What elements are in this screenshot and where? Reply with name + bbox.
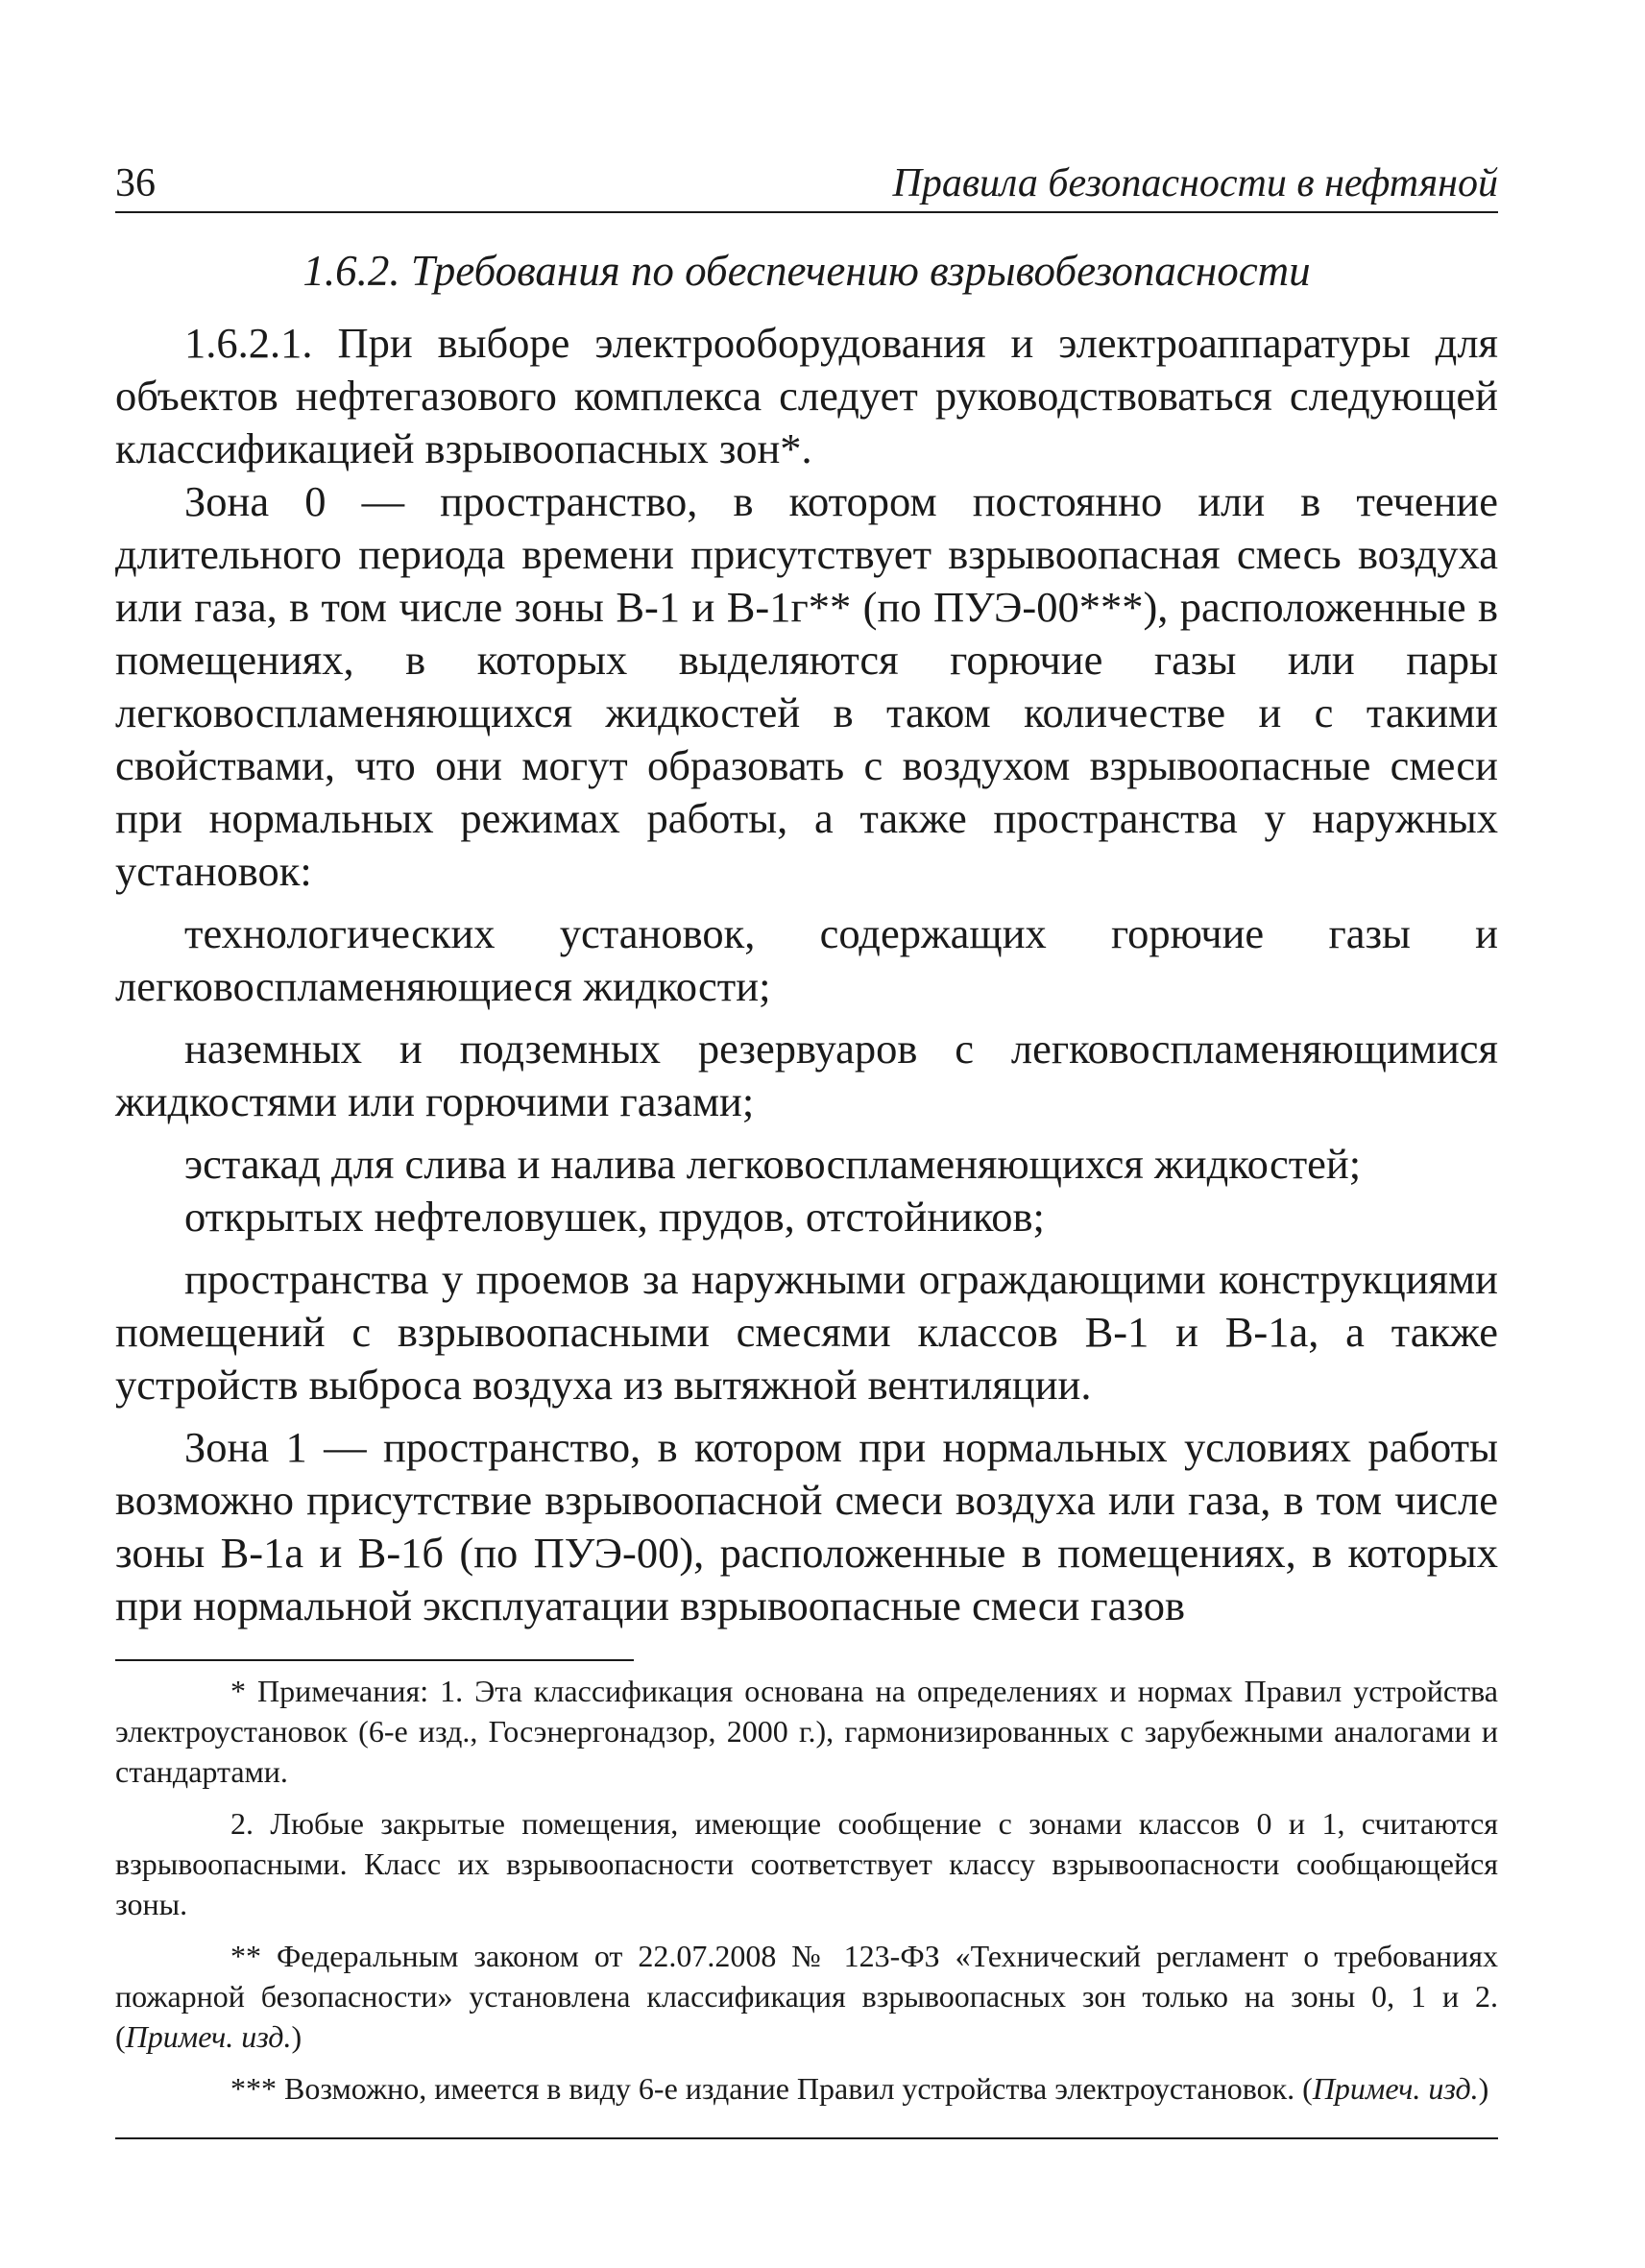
footnote-2: 2. Любые закрытые помещения, имеющие сообщение с зонами классов 0 и 1, считаются взрывоопасными. Класс их взрывоопасности соответствует классу взрывоопасности сообщающейся зоны. (115, 1806, 1498, 1921)
list-item: эстакад для слива и налива легковоспламеняющихся жидкостей; (184, 1140, 1362, 1188)
footnote-3-close: ) (291, 2019, 302, 2054)
footnote-4-close: ) (1478, 2071, 1489, 2106)
footnote-3-text: ** Федеральным законом от 22.07.2008 № 123-ФЗ «Технический регламент о требованиях пожарной безопасности» установлена классификация взрывоопасных зон только на зоны 0, 1 и 2. ( (115, 1939, 1498, 2054)
list-item: открытых нефтеловушек, прудов, отстойников; (184, 1193, 1045, 1241)
body-text (115, 317, 1498, 1632)
footnote-3 (115, 1936, 1498, 2057)
section-title: 1.6.2. Требования по обеспечению взрывобезопасности (302, 247, 1311, 295)
footnotes (115, 1671, 1498, 2109)
footnote-4-text: *** Возможно, имеется в виду 6-е издание Правил устройства электроустановок. ( (230, 2071, 1313, 2106)
footnote-4 (115, 2068, 1498, 2109)
footnote-4-editor-note: Примеч. изд. (1312, 2071, 1479, 2106)
page-number: 36 (115, 161, 156, 205)
paragraph-intro: 1.6.2.1. При выборе электрооборудования и электроаппаратуры для объектов нефтегазового комплекса следует руководствоваться следующей классификацией взрывоопасных зон*. (115, 319, 1498, 472)
list-item: пространства у проемов за наружными ограждающими конструкциями помещений с взрывоопасными смесями классов В-1 и В-1а, а также устройств выброса воздуха из вытяжной вентиляции. (115, 1255, 1498, 1409)
footnote-1: * Примечания: 1. Эта классификация основана на определениях и нормах Правил устройства электроустановок (6-е изд., Госэнергонадзор, 2000 г.), гармонизированных с зарубежными аналогами и стандартами. (115, 1674, 1498, 1789)
paragraph-zone-0: Зона 0 — пространство, в котором постоянно или в течение длительного периода времени присутствует взрывоопасная смесь воздуха или газа, в том числе зоны В-1 и В-1г** (по ПУЭ-00***), расположенные в помещениях, в которых выделяются горючие газы или пары легковоспламеняющихся жидкостей в таком количестве и с такими свойствами, что они могут образовать с воздухом взрывоопасные смеси при нормальных режимах работы, а также пространства у наружных установок: (115, 477, 1498, 895)
bottom-divider (115, 2137, 1498, 2139)
book-page (115, 163, 1498, 2139)
footnote-divider (115, 1659, 634, 1661)
footnote-3-editor-note: Примеч. изд. (125, 2019, 292, 2054)
list-item: наземных и подземных резервуаров с легковоспламеняющимися жидкостями или горючими газами; (115, 1025, 1498, 1125)
paragraph-zone-1: Зона 1 — пространство, в котором при нормальных условиях работы возможно присутствие взрывоопасной смеси воздуха или газа, в том числе зоны В-1а и В-1б (по ПУЭ-00), расположенные в помещениях, в которых при нормальной эксплуатации взрывоопасные смеси газов (115, 1423, 1498, 1629)
list-item: технологических установок, содержащих горючие газы и легковоспламеняющиеся жидкости; (115, 909, 1498, 1010)
running-header (115, 163, 1498, 213)
running-title: Правила безопасности в нефтяной (892, 161, 1498, 205)
